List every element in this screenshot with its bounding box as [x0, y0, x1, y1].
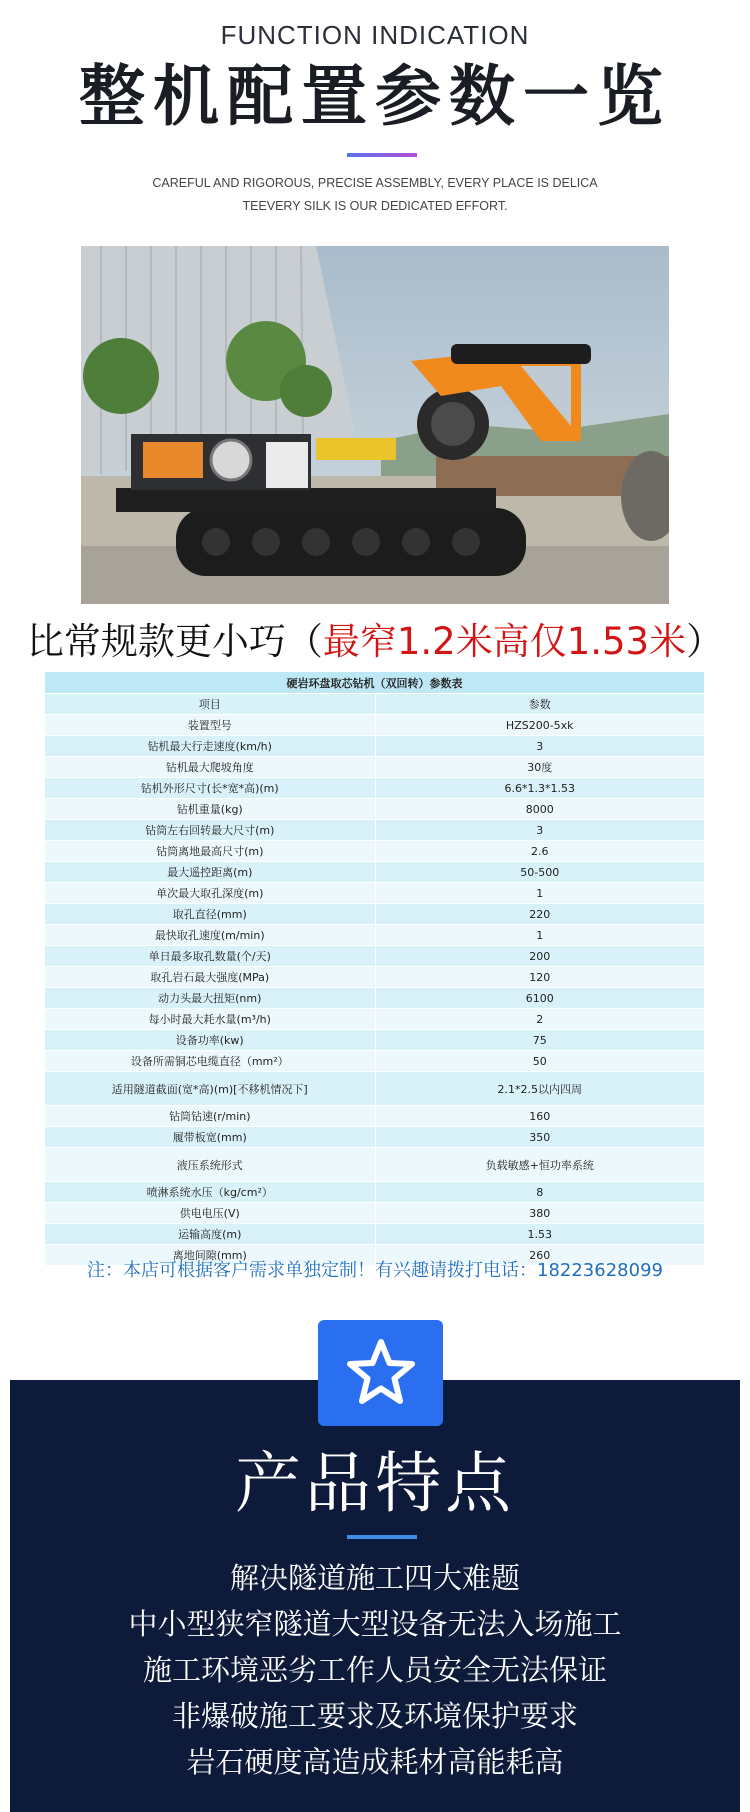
feature-item: 岩石硬度高造成耗材高能耗高 [186, 1745, 564, 1779]
table-row [45, 1182, 704, 1203]
customization-note: 注：本店可根据客户需求单独定制！有兴趣请拨打电话：18223628099 [87, 1260, 663, 1281]
table-row [45, 967, 704, 988]
param-name: 适用隧道截面(宽*高)(m)[不移机情况下] [45, 1072, 375, 1106]
param-value: 350 [375, 1127, 704, 1148]
features-title: 产品特点 [235, 1445, 515, 1522]
description-line-2: TEEVERY SILK IS OUR DEDICATED EFFORT. [242, 199, 508, 213]
param-name: 每小时最大耗水量(m³/h) [45, 1009, 375, 1030]
param-name: 单日最多取孔数量(个/天) [45, 946, 375, 967]
param-value: 6100 [375, 988, 704, 1009]
table-caption-row [45, 672, 704, 694]
table-row [45, 1009, 704, 1030]
param-name: 取孔岩石最大强度(MPa) [45, 967, 375, 988]
param-value: 1 [375, 883, 704, 904]
param-value: 1 [375, 925, 704, 946]
param-value: 1.53 [375, 1224, 704, 1245]
product-photo [81, 246, 669, 604]
table-row [45, 988, 704, 1009]
param-name: 装置型号 [45, 715, 375, 736]
table-row [45, 757, 704, 778]
param-value: 6.6*1.3*1.53 [375, 778, 704, 799]
table-row [45, 1030, 704, 1051]
param-value: 50-500 [375, 862, 704, 883]
param-name: 履带板宽(mm) [45, 1127, 375, 1148]
param-value: 75 [375, 1030, 704, 1051]
title-underline [347, 153, 417, 157]
page-title: 整机配置参数一览 [79, 58, 671, 135]
param-value: 30度 [375, 757, 704, 778]
table-row [45, 715, 704, 736]
table-row [45, 1106, 704, 1127]
param-name: 动力头最大扭矩(nm) [45, 988, 375, 1009]
param-name: 钻机最大爬坡角度 [45, 757, 375, 778]
param-name: 喷淋系统水压（kg/cm²） [45, 1182, 375, 1203]
table-row [45, 1072, 704, 1106]
param-name: 钻机重量(kg) [45, 799, 375, 820]
table-row [45, 799, 704, 820]
table-row [45, 883, 704, 904]
param-value: 8000 [375, 799, 704, 820]
param-value: 2.6 [375, 841, 704, 862]
table-row [45, 1148, 704, 1182]
param-name: 液压系统形式 [45, 1148, 375, 1182]
param-name: 运输高度(m) [45, 1224, 375, 1245]
drilling-rig-illustration [81, 246, 669, 604]
param-name: 钻机最大行走速度(km/h) [45, 736, 375, 757]
param-value: 负载敏感+恒功率系统 [375, 1148, 704, 1182]
param-name: 项目 [45, 694, 375, 715]
table-row [45, 736, 704, 757]
param-value: 200 [375, 946, 704, 967]
table-row [45, 1203, 704, 1224]
table-row [45, 778, 704, 799]
param-value: 参数 [375, 694, 704, 715]
param-value: 2 [375, 1009, 704, 1030]
param-value: 160 [375, 1106, 704, 1127]
param-value: 220 [375, 904, 704, 925]
table-row [45, 1051, 704, 1072]
param-name: 取孔直径(mm) [45, 904, 375, 925]
features-title-underline [347, 1535, 417, 1539]
table-row [45, 904, 704, 925]
subtitle-prefix: 比常规款更小巧（ [26, 620, 323, 663]
param-name: 单次最大取孔深度(m) [45, 883, 375, 904]
param-value: 120 [375, 967, 704, 988]
param-name: 钻筒钻速(r/min) [45, 1106, 375, 1127]
param-value: 260 [375, 1245, 704, 1266]
section-eyebrow: FUNCTION INDICATION [220, 20, 530, 50]
param-name: 设备功率(kw) [45, 1030, 375, 1051]
param-value: 3 [375, 820, 704, 841]
param-value: 3 [375, 736, 704, 757]
feature-heading: 解决隧道施工四大难题 [229, 1561, 520, 1595]
param-value: 380 [375, 1203, 704, 1224]
table-row [45, 1224, 704, 1245]
subtitle-highlight: 最窄1.2米高仅1.53米 [322, 620, 687, 663]
param-name: 钻机外形尺寸(长*宽*高)(m) [45, 778, 375, 799]
subtitle-suffix: ） [686, 620, 724, 663]
table-row [45, 925, 704, 946]
param-name: 设备所需铜芯电缆直径（mm²） [45, 1051, 375, 1072]
table-row [45, 841, 704, 862]
star-badge [318, 1320, 443, 1426]
feature-item: 非爆破施工要求及环境保护要求 [171, 1699, 578, 1733]
param-value: HZS200-5xk [375, 715, 704, 736]
feature-item: 中小型狭窄隧道大型设备无法入场施工 [128, 1607, 622, 1641]
param-name: 钻筒离地最高尺寸(m) [45, 841, 375, 862]
description-line-1: CAREFUL AND RIGOROUS, PRECISE ASSEMBLY, EVERY PLACE IS DELICA [152, 176, 598, 190]
table-row [45, 946, 704, 967]
table-row [45, 820, 704, 841]
star-icon [345, 1337, 417, 1407]
param-name: 供电电压(V) [45, 1203, 375, 1224]
table-caption: 硬岩环盘取芯钻机（双回转）参数表 [45, 672, 704, 694]
feature-item: 施工环境恶劣工作人员安全无法保证 [142, 1653, 607, 1687]
table-row [45, 862, 704, 883]
param-name: 最快取孔速度(m/min) [45, 925, 375, 946]
param-name: 最大遥控距离(m) [45, 862, 375, 883]
table-row [45, 1127, 704, 1148]
param-name: 离地间隙(mm) [45, 1245, 375, 1266]
table-row [45, 694, 704, 715]
param-value: 2.1*2.5以内四周 [375, 1072, 704, 1106]
param-name: 钻筒左右回转最大尺寸(m) [45, 820, 375, 841]
size-highlight-subtitle [0, 614, 750, 670]
param-value: 50 [375, 1051, 704, 1072]
param-value: 8 [375, 1182, 704, 1203]
spec-table [45, 672, 704, 1266]
